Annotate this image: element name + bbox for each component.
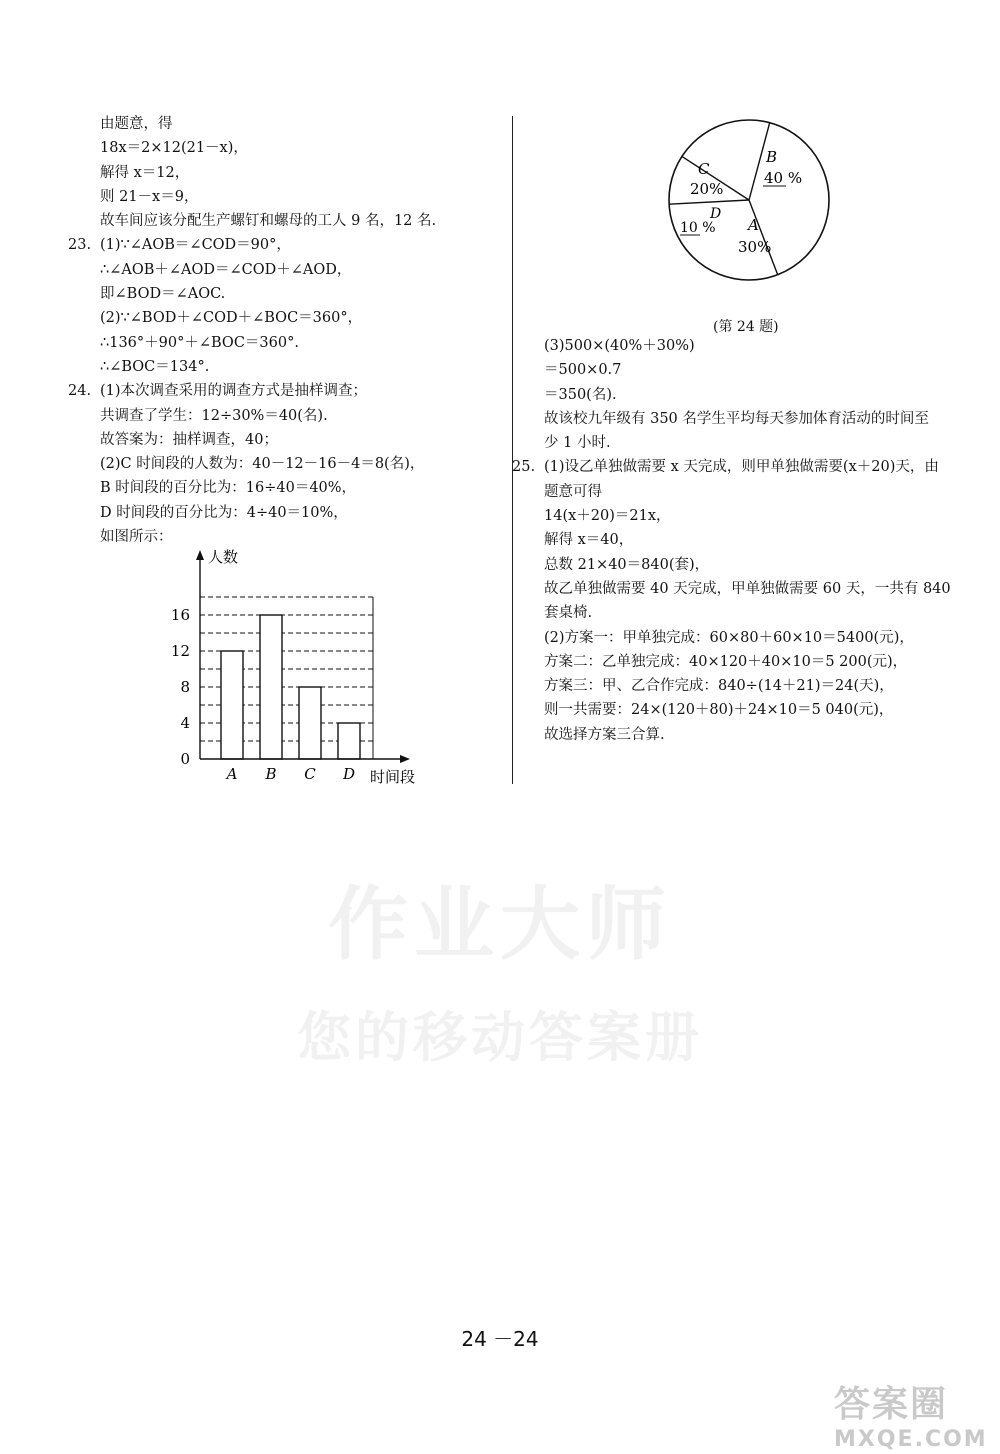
watermark-title: 作业大师: [328, 878, 672, 971]
y-axis-label: 人数: [208, 548, 239, 566]
site-logo: [834, 1376, 988, 1452]
text-line: ∴∠AOB＋∠AOD＝∠COD＋∠AOD，: [100, 261, 352, 278]
watermark-subtitle: 您的移动答案册: [297, 1006, 703, 1069]
question-number: 24.: [68, 383, 92, 400]
x-tick-label: C: [304, 765, 316, 783]
bar-a: [221, 651, 243, 759]
pie-label-a-letter: A: [748, 216, 759, 234]
bar-b: [260, 615, 282, 759]
pie-label-b-letter: B: [766, 148, 778, 166]
text-line: 如图所示：: [100, 529, 173, 546]
left-column: [68, 112, 498, 549]
question-number: 25.: [512, 459, 536, 476]
text-line: (3)500×(40%＋30%): [544, 338, 695, 354]
text-line: 解得 x＝12，: [100, 164, 190, 181]
y-tick-labels: [171, 606, 190, 768]
text-line: (2)∵∠BOD＋∠COD＋∠BOC＝360°，: [100, 310, 363, 327]
y-tick-label: 0: [180, 750, 190, 768]
question-23-line: [68, 233, 498, 257]
pie-label-c-letter: C: [698, 160, 710, 178]
y-axis-arrow: [196, 550, 204, 560]
text-line: (2)方案一：甲单独完成：60×80＋60×10＝5400(元)，: [544, 629, 914, 646]
logo-domain: MXQE.COM: [834, 1427, 988, 1452]
text-line: 则一共需要：24×(120＋80)＋24×10＝5 040(元)，: [544, 702, 894, 719]
text-line: 方案三：甲、乙合作完成：840÷(14＋21)＝24(天)，: [544, 678, 894, 695]
bar-d: [338, 723, 360, 759]
logo-text: 答案圈: [834, 1384, 949, 1425]
text-line: 18x＝2×12(21－x)，: [100, 140, 248, 157]
x-tick-labels: [225, 765, 355, 783]
text-line: 套桌椅.: [544, 605, 593, 622]
text-line: (1)∵∠AOB＝∠COD＝90°，: [100, 237, 291, 254]
question-24-line: [68, 379, 498, 403]
x-tick-label: B: [265, 765, 277, 783]
pie-label-d-letter: D: [710, 206, 722, 222]
y-tick-label: 12: [170, 642, 190, 660]
pie-label-a-percent: 30%: [738, 238, 772, 256]
watermark: [250, 860, 750, 1072]
text-line: 故乙单独做需要 40 天完成，甲单独做需要 60 天，一共有 840: [544, 580, 951, 597]
text-line: 14(x＋20)＝21x，: [544, 508, 671, 525]
text-line: 即∠BOD＝∠AOC.: [100, 286, 226, 303]
text-line: ∴136°＋90°＋∠BOC＝360°.: [100, 334, 299, 351]
text-line: ＝500×0.7: [544, 362, 622, 379]
pie-label-d-percent: 10 %: [680, 220, 716, 236]
text-line: 则 21－x＝9，: [100, 188, 199, 205]
text-line: B 时间段的百分比为：16÷40＝40%，: [100, 480, 357, 497]
bar-c: [299, 687, 321, 759]
text-line: ＝350(名).: [544, 386, 617, 403]
y-tick-label: 4: [180, 714, 190, 732]
text-line: 题意可得: [544, 483, 602, 500]
text-line: 故答案为：抽样调查，40；: [100, 431, 278, 448]
text-line: 方案二：乙单独完成：40×120＋40×10＝5 200(元)，: [544, 653, 908, 670]
text-line: (2)C 时间段的人数为：40－12－16－4＝8(名)，: [100, 456, 425, 473]
bar-chart: [160, 540, 440, 790]
question-number: 23.: [68, 237, 92, 254]
pie-slice-boundary: [669, 200, 749, 204]
text-line: (1)设乙单独做需要 x 天完成，则甲单独做需要(x＋20)天，由: [544, 459, 939, 476]
pie-label-b-percent: 40 %: [764, 169, 803, 187]
text-line: 故选择方案三合算.: [544, 726, 665, 743]
x-tick-label: D: [342, 765, 356, 783]
y-tick-label: 16: [170, 606, 190, 624]
text-line: ∴∠BOC＝134°.: [100, 358, 210, 375]
text-line: 由题意，得: [100, 116, 173, 132]
pie-label-c-percent: 20%: [690, 180, 724, 198]
text-line: 总数 21×40＝840(套)，: [544, 556, 710, 573]
page-number: 24 －24: [461, 1327, 539, 1351]
right-column: [512, 334, 952, 747]
text-line: 故该校九年级有 350 名学生平均每天参加体育活动的时间至: [544, 410, 929, 427]
text-line: 少 1 小时.: [544, 435, 611, 452]
x-axis-label: 时间段: [370, 768, 416, 786]
text-line: 故车间应该分配生产螺钉和螺母的工人 9 名，12 名.: [100, 213, 437, 230]
text-line: 共调查了学生：12÷30%＝40(名).: [100, 407, 328, 424]
pie-caption: (第 24 题): [713, 319, 779, 335]
pie-chart: [660, 112, 840, 292]
text-line: D 时间段的百分比为：4÷40＝10%，: [100, 504, 348, 521]
text-line: 解得 x＝40，: [544, 532, 634, 549]
x-axis-arrow: [400, 755, 410, 763]
text-line: (1)本次调查采用的调查方式是抽样调查；: [100, 383, 368, 400]
y-tick-label: 8: [180, 678, 190, 696]
question-25-line: [512, 455, 952, 479]
x-tick-label: A: [226, 765, 238, 783]
